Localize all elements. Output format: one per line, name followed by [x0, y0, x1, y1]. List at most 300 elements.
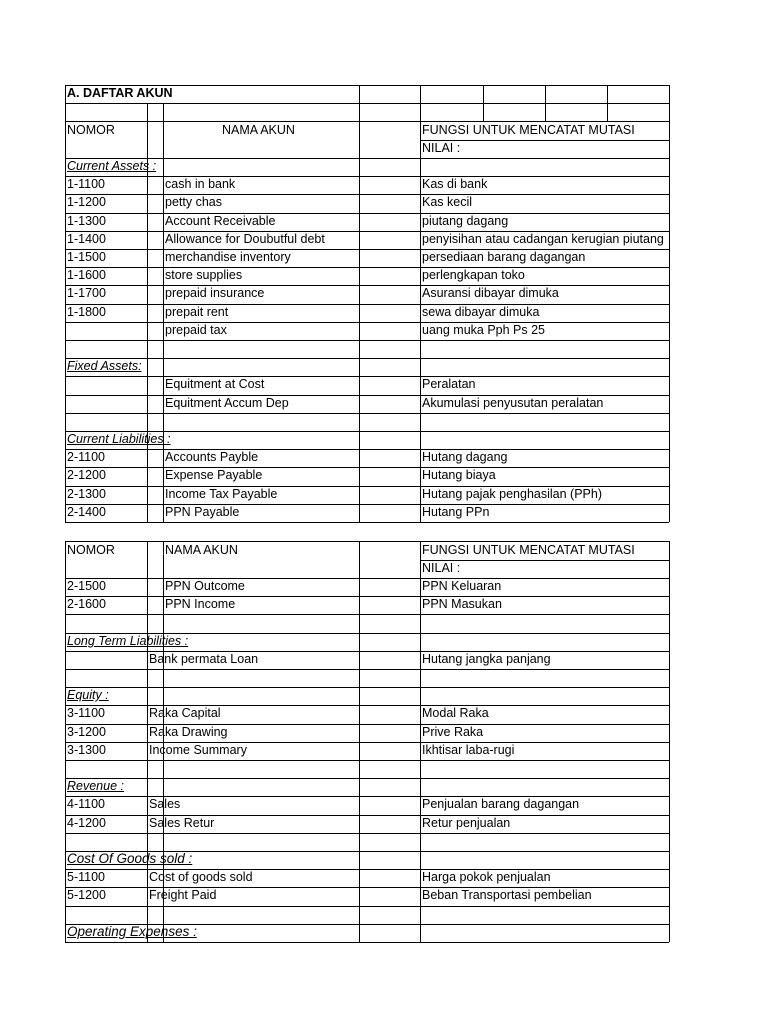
- grid-line: [65, 121, 669, 122]
- section-label: Operating Expenses :: [67, 924, 197, 939]
- grid-line: [359, 376, 360, 395]
- account-function: Kas kecil: [422, 195, 473, 209]
- grid-line: [65, 176, 66, 194]
- grid-line: [163, 340, 164, 358]
- section-label: Long Term Liabilities :: [67, 634, 189, 648]
- grid-line: [359, 449, 360, 467]
- grid-line: [65, 176, 669, 177]
- grid-line: [163, 541, 164, 578]
- grid-line: [163, 467, 164, 486]
- account-name: store supplies: [165, 268, 243, 282]
- grid-line: [65, 614, 669, 615]
- grid-line: [359, 249, 360, 267]
- account-function: piutang dagang: [422, 214, 509, 228]
- grid-line: [420, 322, 421, 340]
- grid-line: [163, 158, 164, 176]
- account-function: PPN Keluaran: [422, 579, 502, 593]
- header-nama-akun: NAMA AKUN: [165, 543, 238, 557]
- grid-line: [420, 449, 421, 467]
- grid-line: [359, 687, 360, 705]
- grid-line: [359, 467, 360, 486]
- grid-line: [147, 103, 148, 121]
- grid-line: [420, 614, 421, 633]
- grid-line: [65, 906, 669, 907]
- grid-line: [420, 633, 421, 651]
- grid-line: [65, 376, 669, 377]
- grid-line: [65, 304, 66, 322]
- grid-line: [420, 340, 421, 358]
- account-function: Kas di bank: [422, 177, 488, 191]
- account-function: Harga pokok penjualan: [422, 870, 551, 884]
- section-label: Current Liabilities :: [67, 432, 171, 446]
- account-name: Allowance for Doubutful debt: [165, 232, 325, 246]
- grid-line: [669, 140, 670, 158]
- account-code: 3-1300: [67, 743, 106, 757]
- account-code: 1-1200: [67, 195, 106, 209]
- grid-line: [65, 231, 66, 249]
- grid-line: [65, 103, 669, 104]
- grid-line: [147, 651, 148, 669]
- grid-line: [359, 796, 360, 815]
- account-name: Freight Paid: [149, 888, 217, 902]
- grid-line: [163, 194, 164, 213]
- grid-line: [359, 887, 360, 906]
- grid-line: [163, 395, 164, 413]
- grid-line: [65, 778, 669, 779]
- grid-line: [420, 669, 421, 687]
- account-code: 5-1200: [67, 888, 106, 902]
- account-function: Hutang pajak penghasilan (PPh): [422, 487, 602, 501]
- grid-line: [420, 887, 421, 906]
- account-code: 1-1600: [67, 268, 106, 282]
- grid-line: [420, 724, 421, 742]
- grid-line: [65, 431, 66, 449]
- grid-line: [147, 705, 148, 724]
- account-code: 2-1100: [67, 450, 105, 464]
- grid-line: [163, 121, 164, 158]
- grid-line: [163, 687, 164, 705]
- account-name: Expense Payable: [165, 468, 263, 482]
- account-name: merchandise inventory: [165, 250, 291, 264]
- grid-line: [669, 121, 670, 140]
- grid-line: [65, 213, 669, 214]
- grid-line: [65, 376, 66, 395]
- grid-line: [147, 869, 148, 887]
- grid-line: [65, 194, 669, 195]
- grid-line: [147, 833, 148, 851]
- grid-line: [359, 158, 360, 176]
- grid-line: [483, 85, 484, 103]
- account-function: Penjualan barang dagangan: [422, 797, 580, 811]
- grid-line: [147, 760, 148, 778]
- grid-line: [420, 906, 421, 924]
- account-code: 2-1200: [67, 468, 106, 482]
- sheet-title: A. DAFTAR AKUN: [67, 86, 173, 100]
- grid-line: [359, 541, 360, 578]
- grid-line: [669, 578, 670, 942]
- account-function: sewa dibayar dimuka: [422, 305, 540, 319]
- header-nama-akun: NAMA AKUN: [222, 123, 295, 137]
- grid-line: [359, 358, 360, 376]
- grid-line: [669, 560, 670, 578]
- grid-line: [65, 833, 669, 834]
- grid-line: [147, 578, 148, 596]
- account-name: Raka Capital: [149, 706, 221, 720]
- grid-line: [65, 778, 66, 796]
- account-name: Equitment Accum Dep: [165, 396, 289, 410]
- grid-line: [147, 486, 148, 504]
- grid-line: [147, 267, 148, 285]
- grid-line: [359, 578, 360, 596]
- grid-line: [359, 614, 360, 633]
- grid-line: [545, 103, 546, 121]
- grid-line: [65, 724, 66, 742]
- section-label: Revenue :: [67, 779, 124, 793]
- grid-line: [420, 760, 421, 778]
- grid-line: [65, 760, 669, 761]
- account-function: Prive Raka: [422, 725, 484, 739]
- grid-line: [420, 869, 421, 887]
- grid-line: [65, 413, 669, 414]
- grid-line: [65, 121, 66, 158]
- section-label: Equity :: [67, 688, 109, 702]
- grid-line: [147, 376, 148, 395]
- grid-line: [65, 358, 669, 359]
- header-fungsi: FUNGSI UNTUK MENCATAT MUTASI: [422, 123, 635, 137]
- grid-line: [65, 340, 669, 341]
- account-code: 2-1500: [67, 579, 106, 593]
- grid-line: [483, 103, 484, 121]
- grid-line: [359, 267, 360, 285]
- grid-line: [65, 887, 66, 906]
- account-name: PPN Payable: [165, 505, 240, 519]
- grid-line: [65, 467, 66, 486]
- grid-line: [147, 413, 148, 431]
- grid-line: [359, 869, 360, 887]
- account-name: Raka Drawing: [149, 725, 228, 739]
- grid-line: [147, 541, 148, 578]
- grid-line: [420, 431, 421, 449]
- grid-line: [65, 358, 66, 376]
- grid-line: [163, 906, 164, 924]
- grid-line: [163, 760, 164, 778]
- account-code: 3-1100: [67, 706, 105, 720]
- grid-line: [163, 231, 164, 249]
- account-name: prepait rent: [165, 305, 229, 319]
- grid-line: [359, 924, 360, 942]
- grid-line: [359, 285, 360, 304]
- account-function: Retur penjualan: [422, 816, 511, 830]
- grid-line: [163, 267, 164, 285]
- grid-line: [420, 103, 421, 121]
- account-function: perlengkapan toko: [422, 268, 525, 282]
- grid-line: [65, 158, 66, 176]
- account-code: 2-1300: [67, 487, 106, 501]
- header-nomor: NOMOR: [67, 543, 115, 557]
- grid-line: [163, 504, 164, 522]
- grid-line: [163, 669, 164, 687]
- grid-line: [359, 431, 360, 449]
- grid-line: [669, 541, 670, 560]
- grid-line: [147, 742, 148, 760]
- grid-line: [359, 194, 360, 213]
- grid-line: [420, 687, 421, 705]
- grid-line: [65, 633, 66, 651]
- grid-line: [147, 213, 148, 231]
- grid-line: [359, 760, 360, 778]
- grid-line: [359, 121, 360, 158]
- grid-line: [65, 541, 66, 578]
- grid-line: [147, 449, 148, 467]
- grid-line: [163, 249, 164, 267]
- grid-line: [420, 358, 421, 376]
- grid-line: [163, 176, 164, 194]
- account-code: 2-1400: [67, 505, 106, 519]
- grid-line: [163, 778, 164, 796]
- grid-line: [147, 467, 148, 486]
- grid-line: [163, 358, 164, 376]
- grid-line: [65, 614, 66, 633]
- account-function: Hutang dagang: [422, 450, 508, 464]
- grid-line: [65, 833, 66, 851]
- grid-line: [65, 304, 669, 305]
- grid-line: [420, 651, 421, 669]
- grid-line: [359, 906, 360, 924]
- grid-line: [163, 614, 164, 633]
- grid-line: [163, 103, 164, 121]
- grid-line: [65, 522, 669, 523]
- grid-line: [669, 158, 670, 522]
- grid-line: [359, 231, 360, 249]
- account-name: Sales: [149, 797, 181, 811]
- grid-line: [420, 815, 421, 833]
- account-code: 1-1100: [67, 177, 105, 191]
- grid-line: [65, 340, 66, 358]
- grid-line: [359, 742, 360, 760]
- grid-line: [420, 504, 421, 522]
- grid-line: [359, 815, 360, 833]
- account-name: petty chas: [165, 195, 222, 209]
- grid-line: [359, 851, 360, 869]
- grid-line: [420, 705, 421, 724]
- grid-line: [669, 85, 670, 103]
- grid-line: [65, 924, 66, 942]
- grid-line: [669, 103, 670, 121]
- header-nilai: NILAI :: [422, 141, 461, 155]
- grid-line: [359, 103, 360, 121]
- grid-line: [359, 504, 360, 522]
- account-name: Income Tax Payable: [165, 487, 278, 501]
- grid-line: [65, 504, 66, 522]
- grid-line: [65, 504, 669, 505]
- grid-line: [359, 85, 360, 103]
- account-function: Ikhtisar laba-rugi: [422, 743, 515, 757]
- grid-line: [147, 887, 148, 906]
- grid-line: [420, 285, 421, 304]
- grid-line: [65, 815, 66, 833]
- account-function: PPN Masukan: [422, 597, 502, 611]
- grid-line: [65, 578, 669, 579]
- grid-line: [420, 267, 421, 285]
- grid-line: [420, 486, 421, 504]
- section-label: Fixed Assets:: [67, 359, 142, 373]
- grid-line: [163, 285, 164, 304]
- account-function: Hutang jangka panjang: [422, 652, 551, 666]
- grid-line: [65, 486, 66, 504]
- grid-line: [147, 121, 148, 158]
- grid-line: [147, 504, 148, 522]
- grid-line: [420, 376, 421, 395]
- account-code: 5-1100: [67, 870, 105, 884]
- account-name: Bank permata Loan: [149, 652, 259, 666]
- grid-line: [359, 413, 360, 431]
- account-function: Akumulasi penyusutan peralatan: [422, 396, 604, 410]
- grid-line: [65, 705, 66, 724]
- grid-line: [420, 213, 421, 231]
- grid-line: [147, 194, 148, 213]
- grid-line: [359, 176, 360, 194]
- grid-line: [65, 322, 669, 323]
- account-function: Asuransi dibayar dimuka: [422, 286, 559, 300]
- grid-line: [420, 304, 421, 322]
- grid-line: [163, 322, 164, 340]
- grid-line: [65, 596, 66, 614]
- account-code: 1-1300: [67, 214, 106, 228]
- account-code: 2-1600: [67, 597, 106, 611]
- grid-line: [65, 578, 66, 596]
- grid-line: [147, 687, 148, 705]
- account-function: Hutang biaya: [422, 468, 496, 482]
- grid-line: [147, 340, 148, 358]
- grid-line: [420, 796, 421, 815]
- grid-line: [65, 742, 66, 760]
- grid-line: [359, 304, 360, 322]
- grid-line: [65, 194, 66, 213]
- account-name: cash in bank: [165, 177, 236, 191]
- grid-line: [163, 213, 164, 231]
- grid-line: [147, 249, 148, 267]
- grid-line: [147, 815, 148, 833]
- grid-line: [65, 267, 669, 268]
- grid-line: [65, 267, 66, 285]
- grid-line: [420, 176, 421, 194]
- account-name: Sales Retur: [149, 816, 215, 830]
- grid-line: [420, 851, 421, 869]
- grid-line: [163, 304, 164, 322]
- grid-line: [147, 176, 148, 194]
- grid-line: [163, 596, 164, 614]
- account-name: prepaid tax: [165, 323, 227, 337]
- account-code: 4-1200: [67, 816, 106, 830]
- account-code: 1-1500: [67, 250, 106, 264]
- account-name: prepaid insurance: [165, 286, 265, 300]
- grid-line: [65, 413, 66, 431]
- grid-line: [65, 687, 66, 705]
- grid-line: [65, 869, 66, 887]
- grid-line: [147, 669, 148, 687]
- grid-line: [359, 340, 360, 358]
- grid-line: [359, 778, 360, 796]
- grid-line: [359, 395, 360, 413]
- grid-line: [65, 395, 66, 413]
- grid-line: [65, 851, 66, 869]
- account-code: 1-1400: [67, 232, 106, 246]
- grid-line: [420, 231, 421, 249]
- grid-line: [65, 322, 66, 340]
- grid-line: [420, 249, 421, 267]
- grid-line: [65, 285, 669, 286]
- grid-line: [147, 596, 148, 614]
- account-name: PPN Income: [165, 597, 236, 611]
- header-nomor: NOMOR: [67, 123, 115, 137]
- grid-line: [163, 833, 164, 851]
- grid-line: [420, 467, 421, 486]
- account-function: Beban Transportasi pembelian: [422, 888, 592, 902]
- account-code: 1-1700: [67, 286, 106, 300]
- account-name: Cost of goods sold: [149, 870, 253, 884]
- grid-line: [359, 486, 360, 504]
- grid-line: [147, 358, 148, 376]
- grid-line: [65, 541, 669, 542]
- account-name: Equitment at Cost: [165, 377, 265, 391]
- grid-line: [359, 669, 360, 687]
- grid-line: [147, 231, 148, 249]
- grid-line: [65, 103, 66, 121]
- grid-line: [65, 249, 66, 267]
- account-function: persediaan barang dagangan: [422, 250, 586, 264]
- grid-line: [359, 322, 360, 340]
- account-code: 1-1800: [67, 305, 106, 319]
- grid-line: [147, 614, 148, 633]
- grid-line: [163, 449, 164, 467]
- grid-line: [359, 705, 360, 724]
- grid-line: [147, 796, 148, 815]
- account-name: Accounts Payble: [165, 450, 259, 464]
- grid-line: [420, 85, 421, 103]
- grid-line: [420, 194, 421, 213]
- account-function: Peralatan: [422, 377, 476, 391]
- grid-line: [147, 285, 148, 304]
- grid-line: [607, 85, 608, 103]
- grid-line: [359, 651, 360, 669]
- grid-line: [545, 85, 546, 103]
- grid-line: [147, 778, 148, 796]
- grid-line: [65, 687, 669, 688]
- account-code: 4-1100: [67, 797, 105, 811]
- grid-line: [147, 724, 148, 742]
- grid-line: [359, 596, 360, 614]
- grid-line: [420, 395, 421, 413]
- grid-line: [420, 778, 421, 796]
- grid-line: [65, 669, 669, 670]
- grid-line: [420, 413, 421, 431]
- grid-line: [65, 906, 66, 924]
- grid-line: [147, 304, 148, 322]
- grid-line: [420, 924, 421, 942]
- grid-line: [359, 633, 360, 651]
- account-name: PPN Outcome: [165, 579, 245, 593]
- grid-line: [65, 669, 66, 687]
- grid-line: [420, 158, 421, 176]
- grid-line: [65, 796, 66, 815]
- grid-line: [163, 413, 164, 431]
- account-name: Account Receivable: [165, 214, 276, 228]
- account-code: 3-1200: [67, 725, 106, 739]
- grid-line: [359, 833, 360, 851]
- account-function: penyisihan atau cadangan kerugian piutang: [422, 232, 664, 246]
- grid-line: [420, 596, 421, 614]
- grid-line: [359, 213, 360, 231]
